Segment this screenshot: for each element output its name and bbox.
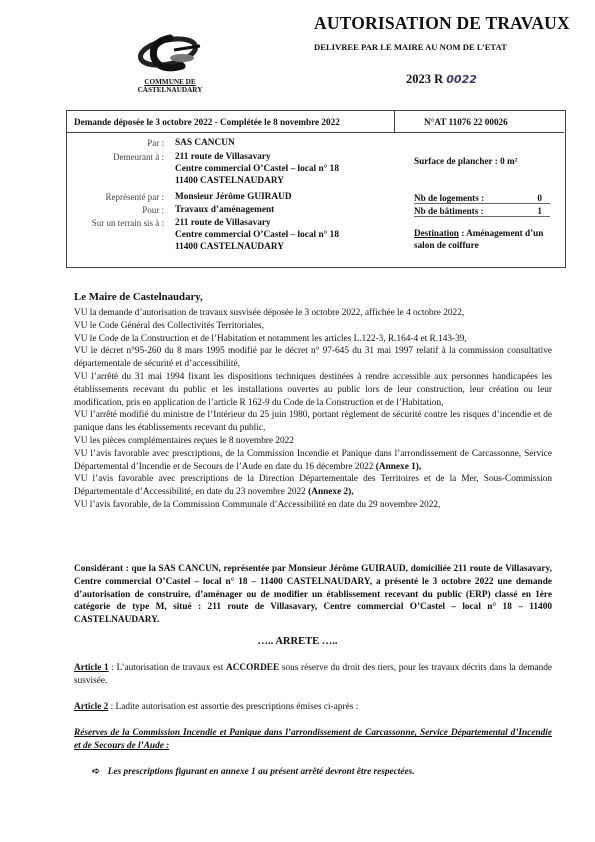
vu-item-text: VU l’avis favorable avec prescriptions de la Direction Départementale des Territoires et de la Mer, Sous-Commission Départementale d’Accessibilité, en date du 23 novembre 2022 [74,474,552,498]
vu-item [74,448,552,474]
vu-item: VU le Code de la Construction et de l’Habitation et notamment les articles L.122-3, R.164-4 et R.143-39, [74,333,467,344]
vu-item: VU l’arrêté du 31 mai 1994 fixant les dispositions techniques destinées à rendre accessible aux personnes handicapées les établissements recevant du public et les installations ouvertes au public lors de leur construction, leur création ou leur modification, pris en application de l’article R 162-9 du Code de la Construction et de l’Habitation, [74,371,552,408]
commune-line2: CASTELNAUDARY [137,86,203,94]
handwritten-number: 0022 [446,73,477,86]
article2-label: Article 2 [74,702,109,712]
article-2 [74,701,552,714]
article1-accordee: ACCORDEE [226,663,280,673]
destination-value: : Aménagement d’un salon de coiffure [414,228,544,250]
annexe2-ref: (Annexe 2), [308,487,354,498]
annexe1-ref: (Annexe 1), [375,461,422,472]
arrete-heading: ….. ARRETE ….. [257,636,338,647]
article1-label: Article 1 [74,663,109,673]
maire-heading: Le Maire de Castelnaudary, [74,291,203,303]
document-subtitle: DELIVREE PAR LE MAIRE AU NOM DE L’ETAT [314,42,507,52]
deposit-dates: Demande déposée le 3 octobre 2022 - Complétée le 8 novembre 2022 [74,117,340,127]
nb-logements-row [414,193,550,204]
label-pour: Pour : [142,205,164,215]
considerant: Considérant : que la SAS CANCUN, représentée par Monsieur Jérôme GUIRAUD, domiciliée 211 route de Villasavary, Centre commercial O’Castel – local n° 18 – 11400 CASTELNAUDARY, a présenté le 3 octobre 2022 une demande d’autorisation de construire, d’aménager ou de modifier un établissement recevant du public (ERP) classé en 1ère catégorie de type M, situé : 211 route de Villasavary, Centre commercial O’Castel – local n° 18 – 11400 CASTELNAUDARY. [74,564,552,626]
nb-logements-value: 0 [537,193,542,203]
nb-batiments-row [414,206,550,217]
vu-item: VU le décret n°95-260 du 8 mars 1995 modifié par le décret n° 97-645 du 31 mai 1997 relatif à la commission consultative départementale de sécurité et d’accessibilité, [74,346,552,370]
vu-item [74,473,552,499]
summary-divider [394,110,395,132]
nb-batiments-label: Nb de bâtiments : [414,206,484,216]
value-demeurant-2: Centre commercial O’Castel – local n° 18 [175,164,339,174]
document-title: AUTORISATION DE TRAVAUX [314,13,570,33]
nb-logements-label: Nb de logements : [414,193,485,203]
vu-item: VU le Code Général des Collectivités Territoriales, [74,320,264,331]
label-represente: Représenté par : [105,192,164,202]
bullet-text: Les prescriptions figurant en annexe 1 au présent arrêté devront être respectées. [107,767,415,777]
decision-number [406,72,477,87]
vu-list [74,307,552,512]
year-prefix: 2023 R [406,72,444,86]
arrow-bullet-icon: ➪ [92,767,100,777]
vu-item-text: VU l’avis favorable avec prescriptions, de la Commission Incendie et Panique dans l’arrondissement de Carcassonne, Service Départemental d’Incendie et de Secours de l’Aude en date du 16 décembre 2022 [74,448,552,472]
value-pour: Travaux d’aménagement [175,205,275,215]
value-represente: Monsieur Jérôme GUIRAUD [175,192,292,202]
destination [414,228,554,251]
file-number: N°AT 11076 22 00026 [424,117,508,127]
vu-item: VU la demande d’autorisation de travaux susvisée déposée le 3 octobre 2022, affichée le 4 octobre 2022, [74,308,465,318]
commune-line1: COMMUNE DE [144,78,196,86]
vu-item: VU l’arrêté modifié du ministre de l’Intérieur du 25 juin 1980, portant règlement de sécurité contre les risques d’incendie et de panique dans les établissements recevant du public, [74,410,552,434]
label-par: Par : [147,138,164,148]
label-demeurant: Demeurant à : [113,152,164,162]
label-terrain: Sur un terrain sis à : [91,218,164,228]
article1-text-a: : L’autorisation de travaux est [108,663,226,673]
vu-item: VU l’avis favorable, de la Commission Communale d’Accessibilité en date du 29 novembre 2022, [74,499,441,510]
reserves-heading: Réserves de la Commission Incendie et Panique dans l’arrondissement de Carcassonne, Service Départemental d’Incendie et de Secours de l’Aude : [74,728,552,751]
value-terrain-3: 11400 CASTELNAUDARY [175,242,284,252]
value-terrain-2: Centre commercial O’Castel – local n° 18 [175,230,339,240]
prescription-bullet [92,766,552,779]
surface-plancher: Surface de plancher : 0 m² [414,156,518,166]
value-par: SAS CANCUN [175,138,235,148]
article-1 [74,662,552,688]
article1-text-c: sous réserve du droit des tiers, pour les travaux décrits dans la demande susvisée. [74,663,553,686]
value-demeurant-3: 11400 CASTELNAUDARY [175,176,284,186]
article2-text: : Ladite autorisation est assortie des prescriptions émises ci-après : [108,702,359,712]
nb-batiments-value: 1 [537,206,542,216]
vu-item: VU les pièces complémentaires reçues le 8 novembre 2022 [74,435,294,446]
value-demeurant-1: 211 route de Villasavary [175,152,271,162]
destination-label: Destination [414,228,459,238]
value-terrain-1: 211 route de Villasavary [175,218,271,228]
commune-name [132,78,208,94]
